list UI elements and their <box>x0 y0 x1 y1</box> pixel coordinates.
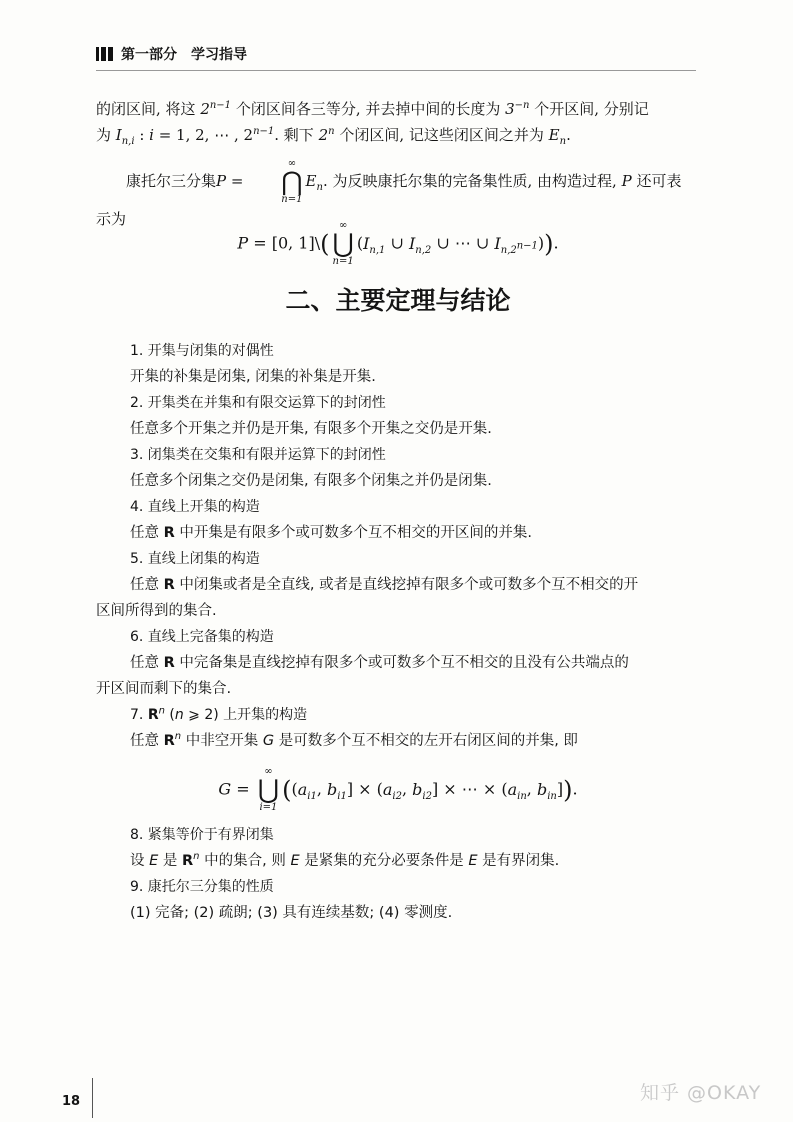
paragraph-1-line-2: 为 $I_{n,i}$ : i = 1, 2, ⋯ , $2^{n-1}$. 剩下 2$^n$ 个闭区间, 记这些闭区间之并为 $E_n$. <box>96 126 571 147</box>
theorem-1-body: 开集的补集是闭集, 闭集的补集是开集. <box>130 369 376 385</box>
theorem-7-body: 任意 $R^n$ 中非空开集 G 是可数多个互不相交的左开右闭区间的并集, 即 <box>130 731 578 749</box>
header-chapter: 学习指导 <box>191 47 247 63</box>
theorem-7-title: 7. $R^n$ (n ⩾ 2) 上开集的构造 <box>130 705 308 723</box>
page-content <box>96 96 700 926</box>
theorem-6-title: 6. 直线上完备集的构造 <box>130 629 274 645</box>
theorem-4-body: 任意 R 中开集是有限多个或可数多个互不相交的开区间的并集. <box>130 525 532 541</box>
theorem-4-title: 4. 直线上开集的构造 <box>130 499 260 515</box>
header-part: 第一部分 <box>121 47 177 63</box>
page-number: 18 <box>62 1094 81 1109</box>
section-title: 二、主要定理与结论 <box>285 286 511 315</box>
running-header <box>96 44 247 64</box>
theorem-list <box>96 338 700 926</box>
theorem-6-body: 任意 R 中完备集是直线挖掉有限多个或可数多个互不相交的且没有公共端点的 <box>130 655 629 671</box>
theorem-8-title: 8. 紧集等价于有界闭集 <box>130 827 274 843</box>
theorem-1-title: 1. 开集与闭集的对偶性 <box>130 343 274 359</box>
header-rule <box>96 70 696 71</box>
theorem-5-body-cont: 区间所得到的集合. <box>96 603 217 619</box>
formula-open-set: G = ∞ ⋃ i=1 (($a_{i1}$, $b_{i1}] \times (a_{i2}$, $b_{i2}$] × ⋯ × ($a_{in}$, $b_{in}$]). <box>218 766 578 813</box>
header-bars-icon <box>96 47 113 61</box>
theorem-9-body: (1) 完备; (2) 疏朗; (3) 具有连续基数; (4) 零测度. <box>130 905 453 921</box>
formula-cantor-set: P = [0, 1]\( ∞ ⋃ n=1 ($I_{n,1}$ ∪ $I_{n,2}$ ∪ ⋯ ∪ $I_{n,2^{n-1}}$)). <box>237 220 559 267</box>
footer-rule <box>92 1078 93 1118</box>
theorem-8-body: 设 E 是 $R^n$ 中的集合, 则 E 是紧集的充分必要条件是 E 是有界闭集. <box>130 851 560 869</box>
theorem-3-body: 任意多个闭集之交仍是闭集, 有限多个闭集之并仍是闭集. <box>130 473 492 489</box>
theorem-3-title: 3. 闭集类在交集和有限并运算下的封闭性 <box>130 447 386 463</box>
theorem-6-body-cont: 开区间而剩下的集合. <box>96 681 232 697</box>
watermark: 知乎 @OKAY <box>640 1082 762 1104</box>
theorem-5-title: 5. 直线上闭集的构造 <box>130 551 260 567</box>
paragraph-1-line-1: 的闭区间, 将这 $2^{n-1}$ 个闭区间各三等分, 并去掉中间的长度为 $3^{-n}$ 个开区间, 分别记 <box>96 100 649 118</box>
paragraph-2-cont: 示为 <box>96 210 127 228</box>
theorem-2-title: 2. 开集类在并集和有限交运算下的封闭性 <box>130 395 386 411</box>
theorem-5-body: 任意 R 中闭集或者是全直线, 或者是直线挖掉有限多个或可数多个互不相交的开 <box>130 577 639 593</box>
theorem-9-title: 9. 康托尔三分集的性质 <box>130 879 274 895</box>
theorem-2-body: 任意多个开集之并仍是开集, 有限多个开集之交仍是开集. <box>130 421 492 437</box>
paragraph-2: 康托尔三分集P = ∞ ⋂ n=1 $E_n$. 为反映康托尔集的完备集性质, 由构造过程, P 还可表 <box>126 158 682 205</box>
